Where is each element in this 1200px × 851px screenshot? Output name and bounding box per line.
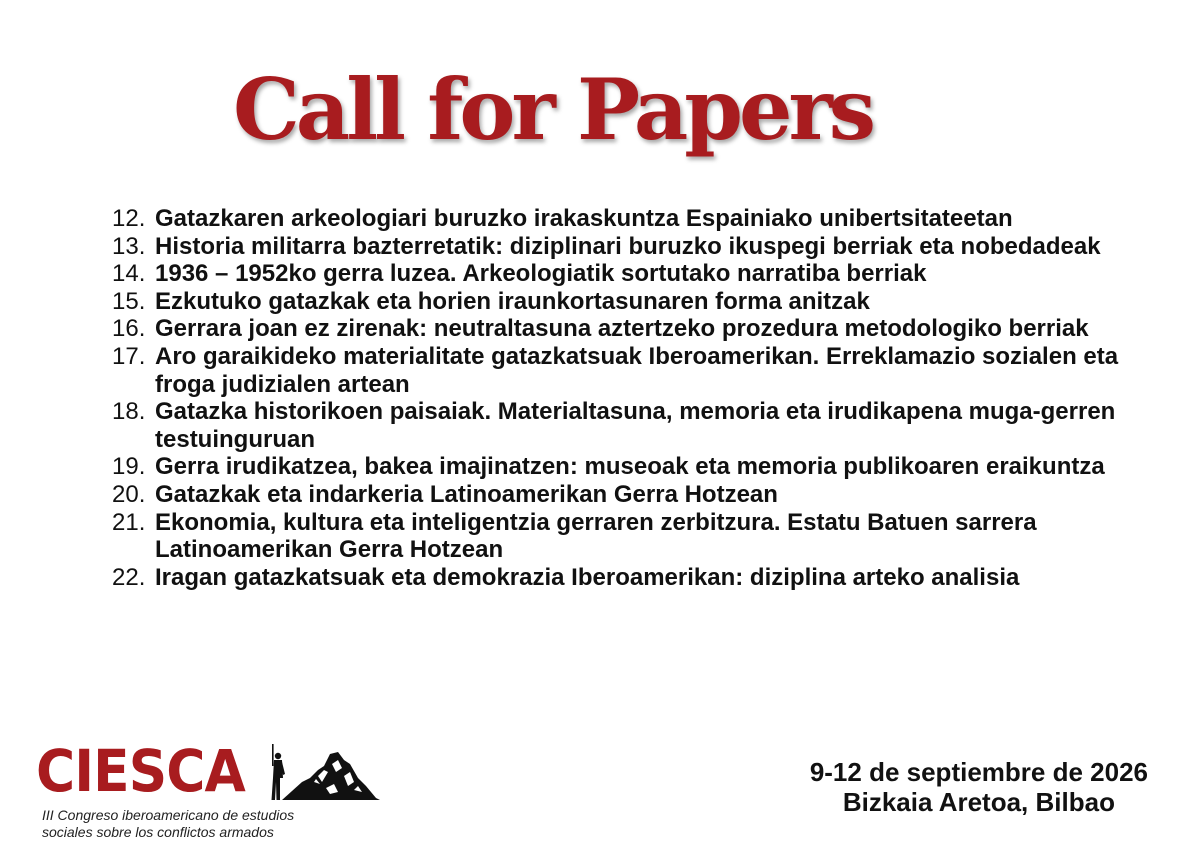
page-title: Call for Papers [232,60,873,159]
topic-item [112,343,1142,398]
topic-number: 20. [112,480,146,508]
soldier-mountain-icon [258,742,380,802]
event-info [810,757,1148,817]
topic-item [112,288,1142,316]
topic-item [112,315,1142,343]
topics-list [112,205,1142,591]
topic-number: 15. [112,287,146,315]
topic-number: 17. [112,342,146,370]
topic-item [112,481,1142,509]
logo-subtitle [42,807,362,841]
topic-item [112,260,1142,288]
topic-text: Ezkutuko gatazkak eta horien iraunkortasunaren forma anitzak [155,287,870,315]
topic-item [112,205,1142,233]
topic-text: Gatazka historikoen paisaiak. Materialtasuna, memoria eta irudikapena muga-gerren testuinguruan [155,398,1116,453]
topic-number: 13. [112,232,146,260]
topic-text: Iragan gatazkatsuak eta demokrazia Iberoamerikan: diziplina arteko analisia [155,563,1020,591]
topic-number: 16. [112,315,146,343]
topic-text: Gatazkak eta indarkeria Latinoamerikan Gerra Hotzean [155,480,778,508]
topic-item [112,453,1142,481]
logo-subtitle-line-2: sociales sobre los conflictos armados [42,824,274,840]
logo-subtitle-line-1: III Congreso iberoamericano de estudios [42,807,295,823]
topic-item [112,398,1142,453]
topic-number: 14. [112,260,146,288]
topic-text: Gerra irudikatzea, bakea imajinatzen: museoak eta memoria publikoaren eraikuntza [155,453,1105,481]
topic-text: Historia militarra bazterretatik: diziplinari buruzko ikuspegi berriak eta nobedadeak [155,232,1101,260]
logo-wordmark: CIESCA [36,737,245,805]
topic-item [112,233,1142,261]
topic-number: 12. [112,205,146,232]
topic-item [112,564,1142,592]
topic-number: 22. [112,563,146,591]
topic-text: 1936 – 1952ko gerra luzea. Arkeologiatik sortutako narratiba berriak [155,260,927,288]
ciesca-logo [36,737,386,845]
topic-text: Gatazkaren arkeologiari buruzko irakaskuntza Espainiako unibertsitateetan [155,205,1013,232]
topic-number: 18. [112,398,146,426]
topic-text: Gerrara joan ez zirenak: neutraltasuna aztertzeko prozedura metodologiko berriak [155,315,1089,343]
topic-item [112,509,1142,564]
event-dates: 9-12 de septiembre de 2026 [809,757,1148,787]
topic-text: Ekonomia, kultura eta inteligentzia gerraren zerbitzura. Estatu Batuen sarrera Latinoamerikan Gerra Hotzean [155,508,1037,564]
topic-number: 19. [112,453,146,481]
event-venue: Bizkaia Aretoa, Bilbao [842,787,1115,817]
topic-number: 21. [112,508,146,536]
topic-text: Aro garaikideko materialitate gatazkatsuak Iberoamerikan. Erreklamazio sozialen eta froga judizialen artean [155,342,1119,398]
